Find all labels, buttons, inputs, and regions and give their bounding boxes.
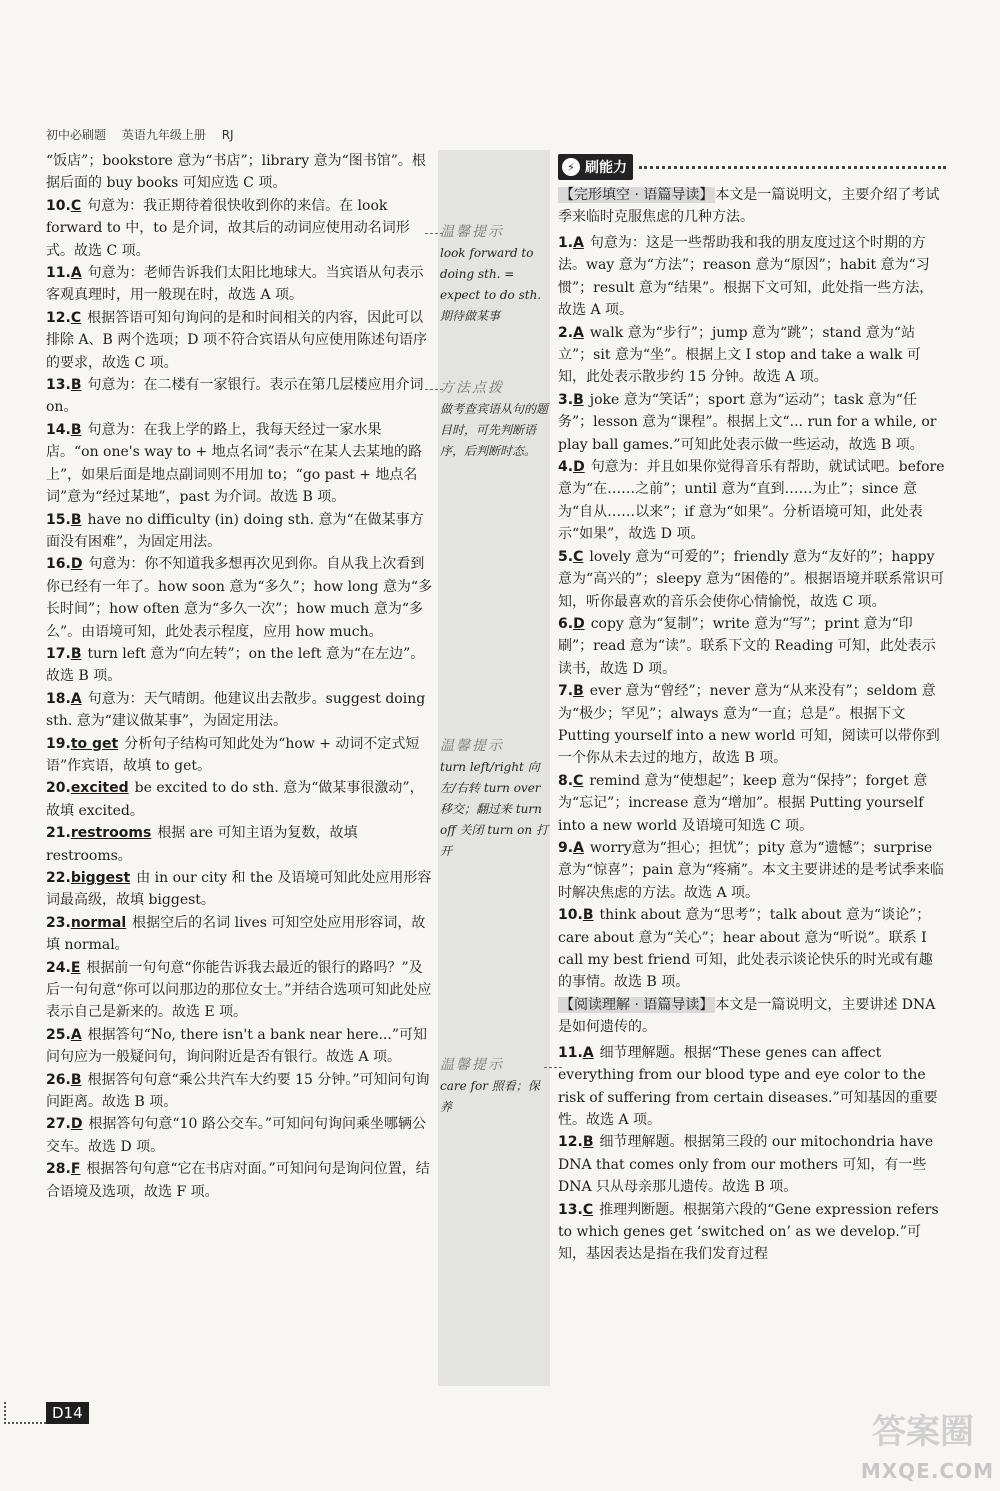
item-number: 11.: [46, 265, 71, 282]
item-answer: B: [70, 421, 82, 438]
answer-item: [46, 553, 434, 643]
answer-item: [46, 1158, 434, 1203]
item-explanation: 句意为：天气晴朗。他建议出去散步。suggest doing sth. 意为“建议做某事”，为固定用法。: [46, 690, 426, 730]
cloze-intro: [558, 184, 946, 228]
item-answer: C: [70, 197, 82, 214]
page-corner-dots: [4, 1402, 46, 1424]
item-explanation: ever 意为“曾经”；never 意为“从来没有”；seldom 意为“极少；罕见”；always 意为“一直；总是”。根据下文 Putting yourself into a new world 可知，阅读可以带你到一个你从未去过的地方，故选 B 项。: [558, 683, 940, 767]
item-number: 18.: [46, 690, 71, 707]
item-answer: C: [70, 309, 82, 326]
item-number: 12.: [46, 309, 71, 326]
answer-item: [558, 904, 946, 994]
item-number: 11.: [558, 1044, 583, 1061]
item-answer: B: [573, 683, 584, 700]
answer-item: [46, 1024, 434, 1069]
item-explanation: 根据 are 可知主语为复数，故填 restrooms。: [46, 825, 358, 864]
answer-item: [46, 195, 434, 262]
tip-body: 做考查宾语从句的题目时，可先判断语序，后判断时态。: [440, 402, 549, 458]
item-explanation: be excited to do sth. 意为“做某事很激动”，故填 excited。: [46, 780, 424, 819]
item-number: 25.: [46, 1026, 71, 1043]
item-number: 3.: [558, 391, 574, 408]
page-number: D14: [46, 1402, 89, 1424]
tip-title: 方法点拨: [440, 380, 504, 396]
cloze-intro-text: 本文是一篇说明文，主要介绍了考试季来临时克服焦虑的几种方法。: [558, 187, 940, 225]
item-answer: B: [70, 511, 82, 528]
reading-intro-text: 本文是一篇说明文，主要讲述 DNA 是如何遗传的。: [558, 996, 936, 1035]
tip-title: 温馨提示: [440, 224, 504, 240]
item-explanation: have no difficulty (in) doing sth. 意为“在做某事方面没有困难”，为固定用法。: [46, 511, 424, 550]
item-explanation: “饭店”；bookstore 意为“书店”；library 意为“图书馆”。根据后面的 buy books 可知应选 C 项。: [46, 153, 426, 192]
item-number: 22.: [46, 870, 71, 886]
answer-item: [558, 1199, 946, 1266]
watermark-logo: 答案圈: [872, 1412, 974, 1452]
item-number: 10.: [46, 197, 71, 214]
item-number: 5.: [558, 548, 574, 565]
item-answer: A: [70, 690, 82, 707]
answer-item: [558, 613, 946, 680]
item-answer: D: [573, 615, 585, 632]
item-answer: excited: [70, 780, 129, 797]
item-explanation: 句意为：并且如果你觉得音乐有帮助，就试试吧。before 意为“在……之前”；until 意为“直到……为止”；since 意为“自从……以来”；if 意为“如果”。分析语境可知，此处表示“如果”，故选 D 项。: [558, 459, 945, 543]
item-explanation: 句意为：我正期待着很快收到你的来信。在 look forward to 中，to 是介词，故其后的动词应使用动名词形式。故选 C 项。: [46, 197, 410, 259]
item-number: 28.: [46, 1161, 71, 1178]
watermark: MXQE.COM: [860, 1459, 994, 1483]
answer-item: [46, 150, 434, 195]
item-explanation: turn left 意为“向左转”；on the left 意为“在左边”。故选 B 项。: [46, 645, 425, 685]
item-explanation: 句意为：你不知道我多想再次见到你。自从我上次看到你已经有一年了。how soon 意为“多久”；how long 意为“多长时间”；how often 意为“多久一次”；how much 意为“多么”。由语境可知，此处表示程度，应用 how much。: [46, 556, 433, 640]
item-explanation: 句意为：在我上学的路上，我每天经过一家水果店。“on one's way to + 地点名词”表示“在某人去某地的路上”，如果后面是地点副词则不用加 to；“go past + 地点名词”意为“经过某地”，past 为介词。故选 B 项。: [46, 421, 422, 506]
tip-body: turn left/right 向左/右转 turn over 移交；翻过来 turn off 关闭 turn on 打开: [440, 760, 548, 858]
item-answer: F: [70, 1161, 81, 1178]
answer-item: [46, 733, 434, 778]
answer-item: [46, 912, 434, 957]
answer-item: [46, 262, 434, 307]
item-answer: A: [70, 265, 82, 282]
item-number: 7.: [558, 683, 574, 700]
answer-item: [558, 232, 946, 322]
item-explanation: 根据答句句意“乘公共汽车大约要 15 分钟。”可知问句询问距离。故选 B 项。: [46, 1071, 430, 1111]
answer-item: [558, 770, 946, 837]
item-answer: B: [582, 907, 594, 924]
item-answer: D: [573, 459, 585, 476]
banner-label: 刷能力: [585, 160, 627, 176]
book-title: 英语九年级上册: [121, 128, 206, 142]
item-explanation: 根据答句句意“10 路公交车。”可知问句询问乘坐哪辆公交车。故选 D 项。: [46, 1116, 427, 1155]
reading-items: [558, 1042, 946, 1266]
item-explanation: joke 意为“笑话”；sport 意为“运动”；task 意为“任务”；lesson 意为“课程”。根据上文“... run for a while, or play ball games.”可知此处表示做一些运动，故选 B 项。: [558, 391, 937, 453]
answer-item: [46, 374, 434, 419]
item-answer: C: [582, 1201, 594, 1218]
item-answer: A: [573, 324, 584, 341]
cloze-tag: 【完形填空 · 语篇导读】: [560, 187, 714, 203]
reading-intro: [558, 994, 946, 1038]
answer-item: [558, 546, 946, 613]
item-answer: D: [70, 1116, 83, 1133]
tip-box: [440, 378, 548, 462]
answer-item: [558, 837, 946, 904]
item-number: 27.: [46, 1116, 71, 1133]
item-explanation: think about 意为“思考”；talk about 意为“谈论”；care about 意为“关心”；hear about 意为“听说”。联系 I call my best friend 可知，此处表示谈论快乐的时光或有趣的事情。故选 B 项。: [558, 907, 933, 991]
item-explanation: 根据答句句意“它在书店对面。”可知问句是询问位置，结合语境及选项，故选 F 项。: [46, 1161, 430, 1200]
item-number: 16.: [46, 556, 71, 573]
item-answer: B: [70, 377, 82, 394]
answer-item: [46, 688, 434, 733]
tip-body: care for 照看；保养: [440, 1079, 540, 1114]
item-number: 4.: [558, 459, 574, 476]
item-explanation: 细节理解题。根据“These genes can affect everything from our blood type and eye color to the risk of suffering from certain diseases.”可知基因的重要性。故选 A 项。: [558, 1044, 938, 1129]
answer-item: [46, 1113, 434, 1158]
item-answer: B: [70, 645, 82, 662]
tip-body: look forward to doing sth. = expect to do sth. 期待做某事: [440, 246, 542, 323]
banner-badge: [558, 154, 633, 180]
item-number: 17.: [46, 645, 71, 662]
item-number: 12.: [558, 1134, 583, 1151]
answer-item: [46, 643, 434, 688]
answer-item: [558, 1042, 946, 1132]
answer-item: [558, 322, 946, 389]
cloze-items: [558, 232, 946, 994]
item-number: 6.: [558, 615, 574, 632]
item-explanation: 句意为：这是一些帮助我和我的朋友度过这个时期的方法。way 意为“方法”；reason 意为“原因”；habit 意为“习惯”；result 意为“结果”。根据下文可知，此处指一些方法，故选 A 项。: [558, 235, 934, 319]
item-number: 20.: [46, 780, 71, 797]
item-explanation: 根据空后的名词 lives 可知空处应用形容词，故填 normal。: [46, 914, 426, 954]
answer-item: [46, 419, 434, 509]
answer-item: [46, 777, 434, 822]
right-column: [558, 150, 946, 1266]
answer-item: [46, 957, 434, 1024]
item-explanation: 句意为：在二楼有一家银行。表示在第几层楼应用介词 on。: [46, 377, 424, 416]
tip-box: [440, 222, 548, 327]
answer-item: [46, 1069, 434, 1114]
reading-tag: 【阅读理解 · 语篇导读】: [560, 996, 714, 1013]
item-explanation: 分析句子结构可知此处为“how + 动词不定式短语”作宾语，故填 to get。: [46, 735, 420, 774]
page-header: [46, 126, 246, 143]
item-number: 10.: [558, 907, 583, 924]
item-number: 8.: [558, 772, 574, 789]
item-number: 26.: [46, 1071, 71, 1088]
item-number: 19.: [46, 735, 71, 752]
answer-item: [558, 456, 946, 546]
item-explanation: 细节理解题。根据第三段的 our mitochondria have DNA that comes only from our mothers 可知，有一些 DNA 只从母亲那儿遗传。故选 B 项。: [558, 1134, 934, 1196]
item-explanation: copy 意为“复制”；write 意为“写”；print 意为“印刷”；read 意为“读”。联系下文的 Reading 可知，此处表示读书，故选 D 项。: [558, 615, 936, 677]
answer-item: [558, 389, 946, 456]
item-answer: C: [573, 548, 584, 565]
answer-item: [558, 680, 946, 770]
answer-item: [46, 307, 434, 374]
item-answer: A: [573, 235, 584, 251]
left-column: [46, 150, 434, 1203]
item-explanation: lovely 意为“可爱的”；friendly 意为“友好的”；happy 意为“高兴的”；sleepy 意为“困倦的”。根据语境并联系常识可知，听你最喜欢的音乐会使你心情愉悦，故选 C 项。: [558, 548, 945, 610]
item-number: 9.: [558, 839, 574, 856]
item-number: 1.: [558, 235, 574, 251]
item-explanation: 句意为：老师告诉我们太阳比地球大。当宾语从句表示客观真理时，用一般现在时，故选 A 项。: [46, 265, 424, 304]
item-answer: A: [573, 839, 584, 856]
answer-item: [46, 509, 434, 554]
item-answer: restrooms: [70, 825, 152, 842]
item-answer: normal: [70, 914, 127, 931]
item-answer: A: [582, 1044, 594, 1061]
item-number: 24.: [46, 959, 71, 976]
edition-label: RJ: [221, 128, 234, 142]
item-explanation: 由 in our city 和 the 及语境可知此处应用形容词最高级，故填 biggest。: [46, 870, 432, 909]
item-explanation: 推理判断题。根据第六段的“Gene expression refers to which genes get ‘switched on’ as we develop.”可知，基因表达是指在我们发育过程: [558, 1201, 939, 1263]
item-explanation: 根据前一句句意“你能告诉我去最近的银行的路吗？”及后一句句意“你可以问那边的那位女士。”并结合选项可知此处应表示自己是新来的。故选 E 项。: [46, 959, 432, 1021]
tip-title: 温馨提示: [440, 738, 504, 754]
item-number: 21.: [46, 825, 71, 842]
item-answer: biggest: [70, 870, 131, 886]
section-banner: [558, 150, 946, 184]
item-answer: D: [70, 556, 83, 573]
answer-item: [46, 822, 434, 867]
item-number: 13.: [46, 377, 71, 394]
series-title: 初中必刷题: [46, 128, 107, 142]
item-number: 2.: [558, 324, 574, 341]
tip-box: [440, 736, 548, 862]
tip-box: [440, 1055, 548, 1118]
item-number: 23.: [46, 914, 71, 931]
tip-title: 温馨提示: [440, 1057, 504, 1073]
item-answer: B: [70, 1071, 82, 1088]
lightning-icon: ⚡: [562, 158, 580, 176]
dotted-divider: [639, 166, 946, 169]
item-explanation: remind 意为“使想起”；keep 意为“保持”；forget 意为“忘记”；increase 意为“增加”。根据 Putting yourself into a new world 及语境可知选 C 项。: [558, 772, 928, 834]
item-answer: to get: [70, 735, 119, 752]
item-explanation: 根据答句“No, there isn't a bank near here...”可知问句应为一般疑问句，询问附近是否有银行。故选 A 项。: [46, 1026, 427, 1066]
answer-item: [46, 867, 434, 912]
item-answer: A: [70, 1026, 82, 1043]
item-answer: E: [70, 959, 81, 976]
item-answer: B: [573, 391, 584, 408]
item-number: 15.: [46, 511, 71, 528]
item-answer: B: [582, 1134, 594, 1151]
item-number: 14.: [46, 421, 71, 438]
item-answer: C: [573, 772, 584, 789]
item-explanation: 根据答语可知句询问的是和时间相关的内容，因此可以排除 A、B 两个选项；D 项不符合宾语从句应使用陈述句语序的要求，故选 C 项。: [46, 309, 427, 371]
item-explanation: worry意为“担心；担忧”；pity 意为“遗憾”；surprise 意为“惊喜”；pain 意为“疼痛”。本文主要讲述的是考试季来临时解决焦虑的方法。故选 A 项。: [558, 839, 944, 901]
item-explanation: walk 意为“步行”；jump 意为“跳”；stand 意为“站立”；sit 意为“坐”。根据上文 I stop and take a walk 可知，此处表示散步约 15 分钟。故选 A 项。: [558, 324, 921, 386]
answer-item: [558, 1131, 946, 1198]
item-number: 13.: [558, 1201, 583, 1218]
